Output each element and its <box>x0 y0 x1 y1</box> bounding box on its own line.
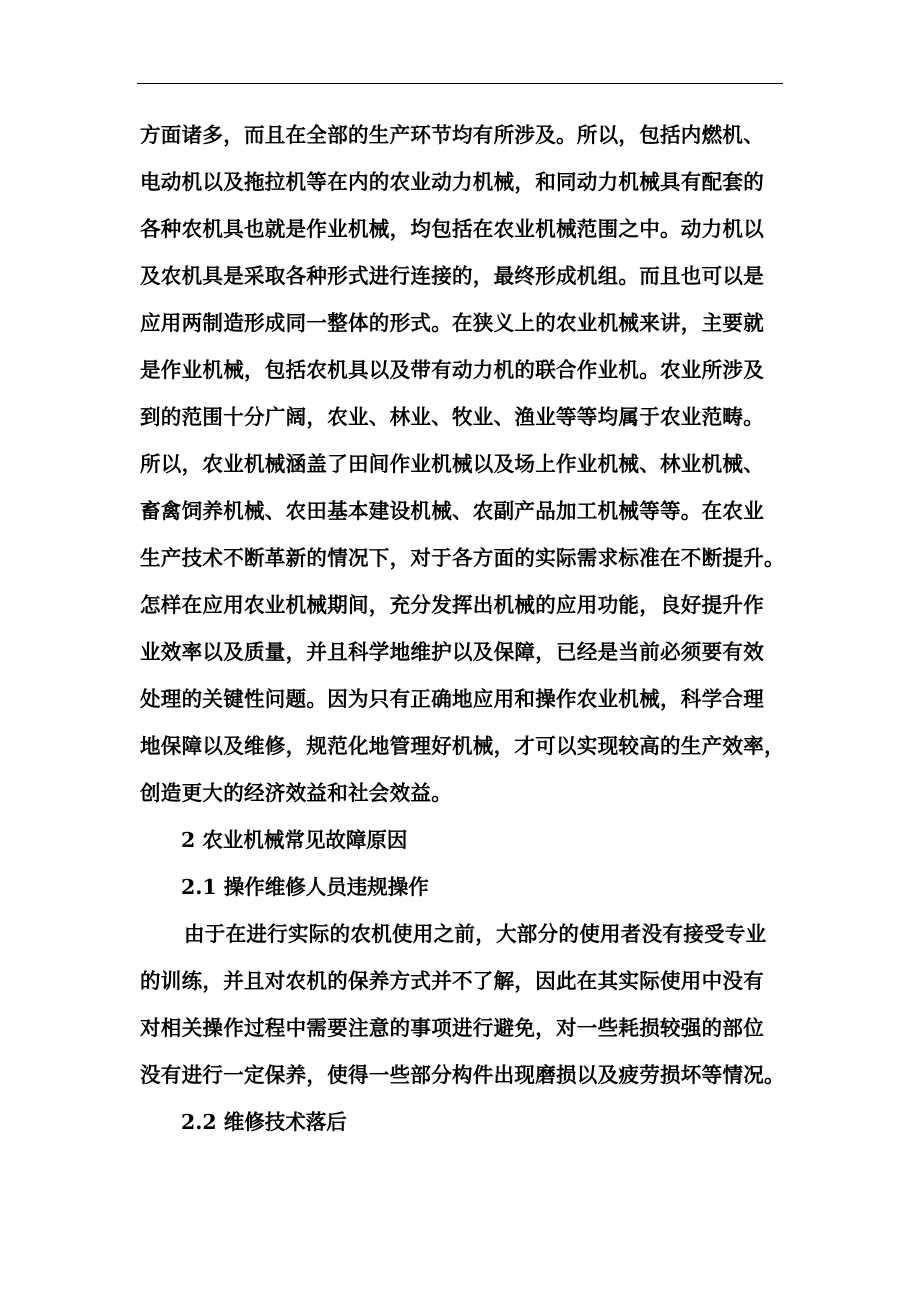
paragraph-2 <box>140 911 788 1099</box>
paragraph-1-line: 是作业机械，包括农机具以及带有动力机的联合作业机。农业所涉及 <box>140 358 764 382</box>
paragraph-1-line: 应用两制造形成同一整体的形式。在狭义上的农业机械来讲，主要就 <box>140 311 764 335</box>
paragraph-1-line: 地保障以及维修，规范化地管理好机械，才可以实现较高的生产效率， <box>140 734 785 758</box>
paragraph-1-line: 及农机具是采取各种形式进行连接的，最终形成机组。而且也可以是 <box>140 264 764 288</box>
paragraph-1-line: 各种农机具也就是作业机械，均包括在农业机械范围之中。动力机以 <box>140 217 764 241</box>
paragraph-1-line: 到的范围十分广阔，农业、林业、牧业、渔业等等均属于农业范畴。 <box>140 405 764 429</box>
paragraph-1-line: 怎样在应用农业机械期间，充分发挥出机械的应用功能，良好提升作 <box>140 593 764 617</box>
paragraph-1-line: 所以，农业机械涵盖了田间作业机械以及场上作业机械、林业机械、 <box>140 452 764 476</box>
paragraph-1-line: 方面诸多，而且在全部的生产环节均有所涉及。所以，包括内燃机、 <box>140 123 764 147</box>
section-heading-2-1: 2.1 操作维修人员违规操作 <box>181 875 429 899</box>
paragraph-1 <box>140 112 788 817</box>
paragraph-1-line: 业效率以及质量，并且科学地维护以及保障，已经是当前必须要有效 <box>140 640 764 664</box>
paragraph-2-line: 由于在进行实际的农机使用之前，大部分的使用者没有接受专业 <box>184 922 767 946</box>
paragraph-2-line: 的训练，并且对农机的保养方式并不了解，因此在其实际使用中没有 <box>140 969 764 993</box>
document-body <box>140 112 788 1146</box>
section-heading-2-2: 2.2 维修技术落后 <box>181 1110 347 1134</box>
paragraph-1-line: 创造更大的经济效益和社会效益。 <box>140 781 452 805</box>
paragraph-1-line: 畜禽饲养机械、农田基本建设机械、农副产品加工机械等等。在农业 <box>140 499 764 523</box>
paragraph-1-line: 处理的关键性问题。因为只有正确地应用和操作农业机械，科学合理 <box>140 687 764 711</box>
paragraph-1-line: 生产技术不断革新的情况下，对于各方面的实际需求标准在不断提升。 <box>140 546 785 570</box>
paragraph-2-line: 没有进行一定保养，使得一些部分构件出现磨损以及疲劳损坏等情况。 <box>140 1063 785 1087</box>
section-heading-2: 2 农业机械常见故障原因 <box>181 828 408 852</box>
header-rule <box>137 83 783 84</box>
paragraph-1-line: 电动机以及拖拉机等在内的农业动力机械，和同动力机械具有配套的 <box>140 170 764 194</box>
paragraph-2-line: 对相关操作过程中需要注意的事项进行避免，对一些耗损较强的部位 <box>140 1016 764 1040</box>
